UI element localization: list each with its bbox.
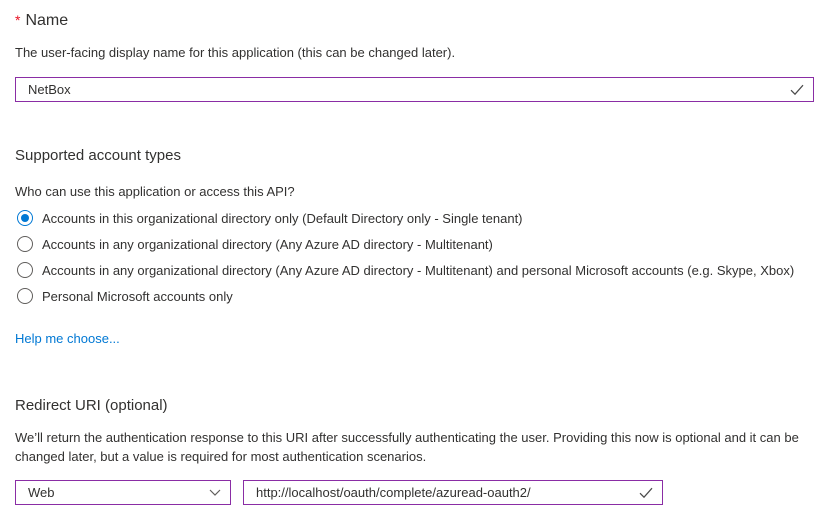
radio-option-single-tenant[interactable]: [15, 210, 814, 226]
platform-select[interactable]: [15, 480, 231, 505]
radio-button-icon: [17, 262, 33, 278]
account-types-question: Who can use this application or access this API?: [15, 184, 295, 199]
radio-option-label: Personal Microsoft accounts only: [42, 288, 233, 304]
valid-checkmark-icon: [790, 84, 804, 96]
redirect-uri-controls: [15, 480, 814, 505]
supported-account-types-heading: Supported account types: [15, 147, 181, 164]
radio-option-multitenant[interactable]: [15, 236, 814, 252]
account-types-radio-group: [15, 210, 814, 304]
radio-option-label: Accounts in any organizational directory (Any Azure AD directory - Multitenant) and personal Microsoft accounts (e.g. Skype, Xbox): [42, 262, 795, 278]
radio-option-label: Accounts in any organizational directory (Any Azure AD directory - Multitenant): [42, 236, 493, 252]
name-field-description: The user-facing display name for this application (this can be changed later).: [15, 45, 456, 60]
required-marker: *: [15, 12, 21, 28]
redirect-uri-input-container: [243, 480, 663, 505]
valid-checkmark-icon: [639, 487, 653, 499]
radio-button-icon: [17, 210, 33, 226]
help-link-row: [15, 330, 814, 348]
name-input-container: [15, 77, 814, 102]
radio-option-label: Accounts in this organizational directory only (Default Directory only - Single tenant): [42, 210, 523, 226]
help-me-choose-link[interactable]: Help me choose...: [15, 331, 120, 346]
platform-select-value: Web: [28, 485, 55, 500]
radio-option-multitenant-personal[interactable]: [15, 262, 814, 278]
redirect-uri-heading: Redirect URI (optional): [15, 397, 168, 414]
redirect-uri-input[interactable]: [256, 485, 631, 500]
redirect-uri-description: We’ll return the authentication response to this URI after successfully authenticating the user. Providing this now is optional and it can be changed later, but a value is required for most authentication scenarios.: [15, 430, 799, 464]
radio-option-personal-only[interactable]: [15, 288, 814, 304]
name-field-label: [15, 10, 814, 31]
radio-button-icon: [17, 288, 33, 304]
name-label-text: Name: [25, 12, 69, 29]
radio-button-icon: [17, 236, 33, 252]
chevron-down-icon: [209, 489, 221, 496]
name-input[interactable]: [28, 82, 782, 97]
